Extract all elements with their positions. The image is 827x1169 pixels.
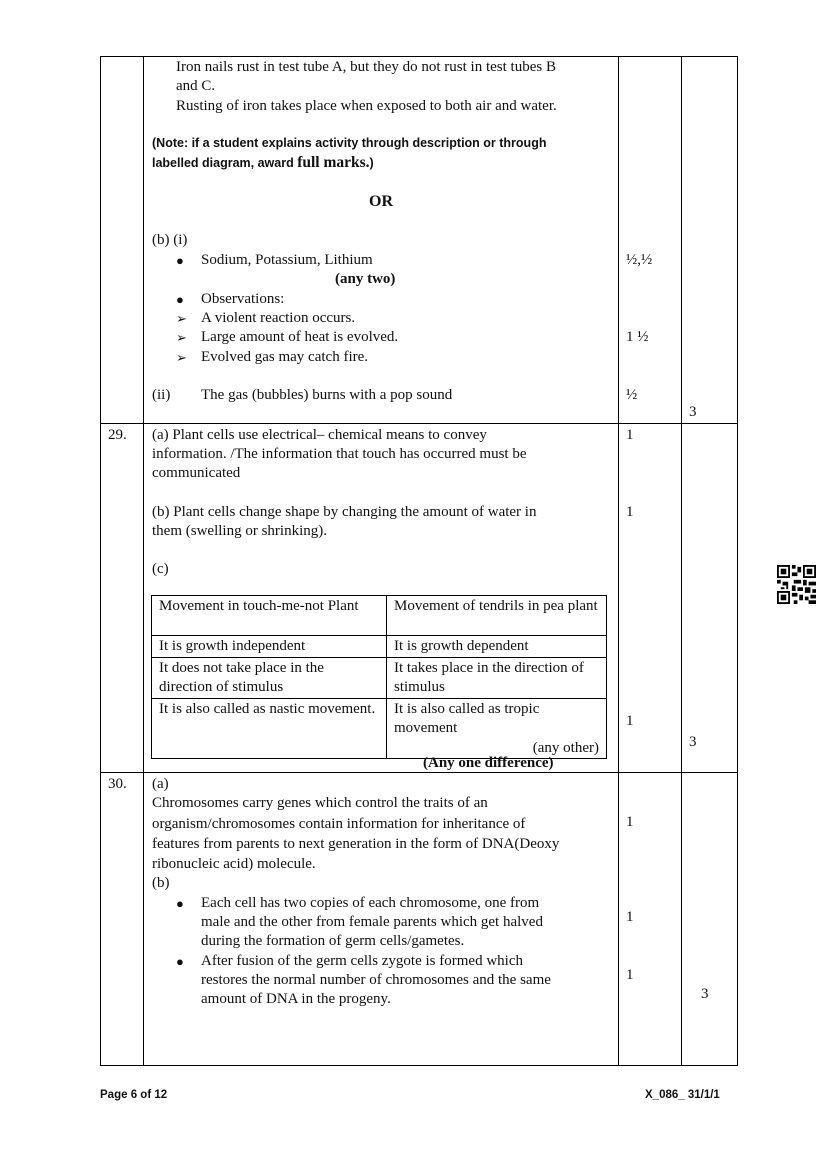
page-mid: of (137, 1089, 155, 1101)
qr-code-icon (777, 565, 816, 604)
table-header-cell: Movement in touch-me-not Plant (152, 596, 387, 636)
top-line-3: Rusting of iron takes place when exposed to both air and water. (176, 98, 557, 114)
q29-marks-a: 1 (626, 427, 634, 443)
table-border-left (100, 56, 101, 1066)
table-header-cell: Movement of tendrils in pea plant (387, 596, 607, 636)
marks-one-half: 1 ½ (626, 329, 649, 345)
bullet-icon: ● (176, 292, 184, 307)
q30-marks-a: 1 (626, 814, 634, 830)
observation-2: Large amount of heat is evolved. (201, 329, 399, 345)
table-cell: It is growth dependent (387, 636, 607, 658)
bullet-icon: ● (176, 896, 184, 911)
metals-list: Sodium, Potassium, Lithium (201, 252, 373, 268)
table-cell: It is growth independent (152, 636, 387, 658)
table-cell: It takes place in the direction of stimulus (387, 657, 607, 698)
b-i-label: (b) (i) (152, 232, 188, 248)
arrow-bullet-icon: ➢ (176, 330, 187, 345)
table-cell-last (387, 698, 607, 759)
row-divider-30 (100, 772, 738, 773)
q30-b1-line-1: Each cell has two copies of each chromosome, one from (201, 895, 540, 911)
page-total: 12 (154, 1089, 168, 1101)
bullet-icon: ● (176, 954, 184, 969)
question-number-30: 30. (108, 776, 127, 792)
page-number (100, 1086, 167, 1106)
table-row (152, 636, 607, 658)
marks-half: ½ (626, 387, 638, 403)
paper-code: X_086_ 31/1/1 (645, 1089, 720, 1101)
q30-b2-line-3: amount of DNA in the progeny. (201, 991, 391, 1007)
any-one-difference: (Any one difference) (423, 755, 554, 771)
page-prefix: Page (100, 1089, 131, 1101)
table-border-qnum (143, 56, 144, 1066)
table-cell-text: It is also called as tropic movement (394, 700, 540, 736)
table-border-marks (618, 56, 619, 1066)
ii-text: The gas (bubbles) burns with a pop sound (201, 387, 453, 403)
q30-a-line-2: organism/chromosomes contain information for inheritance of (152, 816, 526, 832)
table-row (152, 657, 607, 698)
q29-b-line-2: them (swelling or shrinking). (152, 523, 327, 539)
question-number-29: 29. (108, 427, 127, 443)
page-current: 6 (130, 1089, 138, 1101)
table-cell: It is also called as nastic movement. (152, 698, 387, 759)
note-full-marks: full marks. (297, 154, 370, 171)
q30-b1-line-2: male and the other from female parents which get halved (201, 914, 543, 930)
bullet-icon: ● (176, 253, 184, 268)
q29-c-label: (c) (152, 561, 169, 577)
top-line-2: and C. (176, 78, 216, 94)
q30-a-label: (a) (152, 776, 169, 792)
table-border-top (100, 56, 738, 57)
table-row (152, 596, 607, 636)
arrow-bullet-icon: ➢ (176, 350, 187, 365)
q29-marks-c: 1 (626, 713, 634, 729)
table-border-right (737, 56, 738, 1066)
q30-a-line-4: ribonucleic acid) molecule. (152, 856, 316, 872)
q30-b2-line-2: restores the normal number of chromosomes and the same (201, 972, 551, 988)
note-line-1: (Note: if a student explains activity through description or through (152, 136, 547, 150)
ii-label: (ii) (152, 387, 171, 403)
q30-b-label: (b) (152, 875, 170, 891)
observation-1: A violent reaction occurs. (201, 310, 356, 326)
top-line-1: Iron nails rust in test tube A, but they do not rust in test tubes B (176, 59, 556, 75)
q30-marks-b1: 1 (626, 909, 634, 925)
or-separator: OR (369, 193, 393, 210)
q30-marks-b2: 1 (626, 967, 634, 983)
any-two-label: (any two) (335, 271, 396, 287)
note-line-2 (152, 153, 374, 174)
table-row (152, 698, 607, 759)
total-marks-30: 3 (701, 986, 709, 1002)
note-line-2-suffix: ) (369, 156, 374, 170)
q29-a-line-3: communicated (152, 465, 241, 481)
q29-a-line-2: information. /The information that touch has occurred must be (152, 446, 527, 462)
q29-a-line-1: (a) Plant cells use electrical– chemical means to convey (152, 427, 487, 443)
q30-a-line-3: features from parents to next generation in the form of DNA(Deoxy (152, 836, 560, 852)
q29-marks-b: 1 (626, 504, 634, 520)
table-cell: It does not take place in the direction of stimulus (152, 657, 387, 698)
observation-3: Evolved gas may catch fire. (201, 349, 369, 365)
q29-b-line-1: (b) Plant cells change shape by changing the amount of water in (152, 504, 537, 520)
comparison-table (151, 595, 607, 759)
arrow-bullet-icon: ➢ (176, 311, 187, 326)
row-divider-29 (100, 423, 738, 424)
total-marks-29: 3 (689, 734, 697, 750)
table-border-bottom (100, 1065, 738, 1066)
any-other-note: (any other) (532, 739, 599, 756)
q30-a-line-1: Chromosomes carry genes which control the traits of an (152, 795, 488, 811)
marks-half-half: ½,½ (626, 252, 653, 268)
table-border-total (681, 56, 682, 1066)
observations-label: Observations: (201, 291, 285, 307)
q30-b2-line-1: After fusion of the germ cells zygote is formed which (201, 953, 523, 969)
total-marks-28: 3 (689, 404, 697, 420)
note-line-2-prefix: labelled diagram, award (152, 156, 298, 170)
q30-b1-line-3: during the formation of germ cells/gametes. (201, 933, 465, 949)
